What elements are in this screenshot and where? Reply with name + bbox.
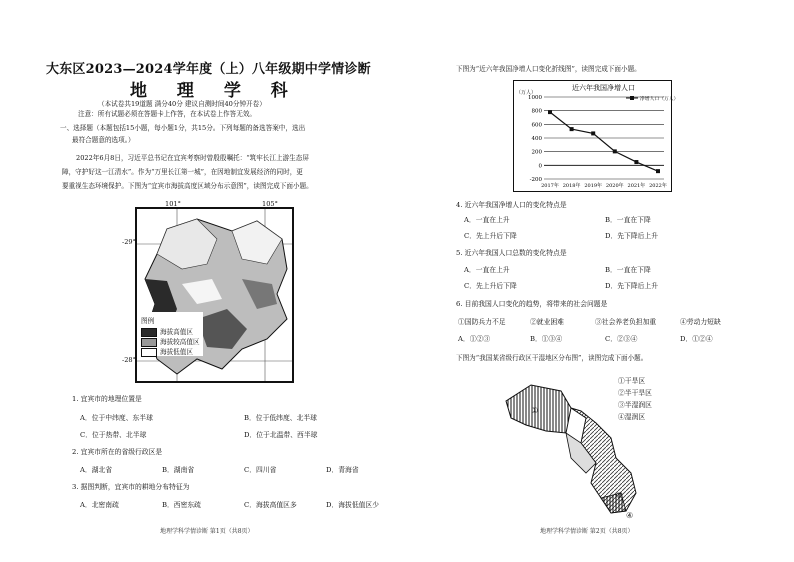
map2-legend-2: ②半干旱区	[618, 389, 652, 397]
map1-lat-bottom: -28°	[122, 356, 136, 364]
map1-lon-right: 105°	[262, 200, 278, 208]
q6-option-a[interactable]: A．①②③	[458, 335, 491, 343]
exam-note: 注意：所有试题必须在答题卡上作答，在本试卷上作答无效。	[78, 110, 257, 118]
q3-option-d[interactable]: D．海拔低值区少	[326, 501, 380, 509]
chart-point	[613, 149, 617, 153]
map1-legend-title: 图例	[141, 317, 155, 325]
q6-option-b[interactable]: B．①③④	[530, 335, 563, 343]
q3-option-a[interactable]: A．北密南疏	[80, 501, 119, 509]
q6-item-2: ②就业困难	[530, 318, 564, 326]
q4-stem: 4. 近六年我国净增人口的变化特点是	[456, 201, 567, 209]
svg-text:④: ④	[626, 511, 634, 520]
q3-option-c[interactable]: C．海拔高值区多	[244, 501, 297, 509]
q6-item-1: ①国防兵力不足	[458, 318, 506, 326]
q5-option-a[interactable]: A．一直在上升	[464, 266, 510, 274]
chart-point	[656, 169, 660, 173]
chart-ytick-label: 800	[531, 108, 542, 115]
q4-option-b[interactable]: B．一直在下降	[605, 216, 651, 224]
chart-title: 近六年我国净增人口	[572, 84, 635, 92]
chart-xtick-label: 2017年	[541, 183, 559, 189]
intro-line-2: 障，守护好这一江清水”。作为“万里长江第一城”，在因地制宜发展经济的同时，更	[62, 168, 303, 176]
q5-stem: 5. 近六年我国人口总数的变化特点是	[456, 249, 567, 257]
q1-option-c[interactable]: C．位于热带、北半球	[80, 431, 147, 439]
q4-option-d[interactable]: D．先下降后上升	[605, 232, 659, 240]
footer-left: 地理学科学情诊断 第1页（共8页）	[160, 528, 254, 535]
chart-series-line	[550, 112, 658, 171]
map2-legend-3: ③半湿润区	[618, 401, 652, 409]
map1-legend-high: 海拔高值区	[141, 326, 193, 337]
map2-legend-4: ④湿润区	[618, 413, 646, 421]
q2-option-c[interactable]: C．四川省	[244, 466, 277, 474]
q6-option-c[interactable]: C．②③④	[605, 335, 638, 343]
q4-option-a[interactable]: A．一直在上升	[464, 216, 510, 224]
chart-ytick-label: 200	[531, 149, 542, 156]
intro-line-1: 2022年6月8日，习近平总书记在宜宾考察时曾殷殷嘱托：“筑牢长江上游生态屏	[76, 154, 309, 162]
map2-intro: 下图为“我国某省级行政区干湿地区分布图”，读图完成下面小题。	[456, 354, 648, 362]
chart-ytick-label: -200	[529, 177, 542, 183]
intro-line-3: 要重视生态环境保护。下图为“宜宾市海拔高度区域分布示意图”，读图完成下面小题。	[62, 182, 313, 190]
chart-point	[570, 127, 574, 131]
map1-legend-low: 海拔低值区	[141, 346, 193, 357]
subject-title: 地 理 学 科	[130, 81, 300, 101]
q2-option-a[interactable]: A．湖北省	[80, 466, 113, 474]
q6-stem: 6. 目前我国人口变化的趋势，将带来的社会问题是	[456, 300, 608, 308]
chart-intro: 下图为“近六年我国净增人口变化折线图”，读图完成下面小题。	[456, 65, 641, 73]
chart-xtick-label: 2020年	[605, 183, 624, 189]
chart-ytick-label: 1000	[528, 95, 542, 101]
map2-drawing	[486, 363, 706, 523]
map1-lon-left: 101°	[165, 200, 181, 208]
svg-text:③: ③	[616, 491, 624, 500]
map2-legend-1: ①干旱区	[618, 377, 646, 385]
q5-option-c[interactable]: C．先上升后下降	[464, 282, 517, 290]
chart-xtick-label: 2018年	[562, 183, 581, 189]
q2-stem: 2. 宜宾市所在的省级行政区是	[72, 448, 163, 456]
q5-option-b[interactable]: B．一直在下降	[605, 266, 651, 274]
chart-xtick-label: 2022年	[649, 183, 667, 189]
chart-ytick-label: 0	[538, 163, 542, 170]
q3-option-b[interactable]: B．西密东疏	[162, 501, 201, 509]
section-heading-2: 最符合题意的选项。）	[72, 136, 135, 144]
q1-option-a[interactable]: A．位于中纬度、东半球	[80, 414, 153, 422]
q6-item-3: ③社会养老负担加重	[595, 318, 657, 326]
q1-option-b[interactable]: B．位于低纬度、北半球	[244, 414, 317, 422]
chart-ytick-label: 400	[531, 136, 542, 142]
q1-stem: 1. 宜宾市的地理位置是	[72, 395, 142, 403]
chart-xtick-label: 2019年	[584, 183, 603, 189]
footer-right: 地理学科学情诊断 第2页（共8页）	[540, 528, 634, 535]
exam-title: 大东区2023—2024学年度（上）八年级期中学情诊断	[46, 62, 371, 77]
chart-point	[634, 160, 638, 164]
chart-ytick-label: 600	[531, 122, 542, 129]
chart-legend-label: 净增人口（万人）	[640, 97, 679, 102]
chart-ylabel: （万人）	[516, 90, 537, 96]
population-chart	[513, 80, 679, 192]
q3-stem: 3. 据图判断，宜宾市的耕地分布特征为	[72, 483, 190, 491]
map1-lat-top: -29°	[122, 238, 136, 246]
q2-option-b[interactable]: B．湖南省	[162, 466, 195, 474]
chart-point	[591, 131, 595, 135]
dryness-map	[486, 363, 706, 523]
q5-option-d[interactable]: D．先下降后上升	[605, 282, 659, 290]
chart-point	[548, 110, 552, 114]
map1-legend-mid: 海拔较高值区	[141, 336, 200, 347]
chart-svg	[514, 81, 679, 191]
exam-info: （本试卷共19道题 满分40分 建议自测时间40分钟开卷）	[98, 100, 266, 108]
yibin-elevation-map	[135, 207, 294, 383]
section-heading: 一、选择题（本题包括15小题，每小题1分，共15分。下列每题的备选答案中，选出	[60, 124, 306, 132]
chart-xtick-label: 2021年	[627, 183, 646, 189]
q4-option-c[interactable]: C．先上升后下降	[464, 232, 517, 240]
q6-item-4: ④劳动力短缺	[680, 318, 721, 326]
chart-legend-marker	[630, 96, 634, 100]
q6-option-d[interactable]: D．①②④	[680, 335, 713, 343]
q1-option-d[interactable]: D．位于北温带、西半球	[244, 431, 318, 439]
svg-text:①: ①	[531, 406, 539, 415]
q2-option-d[interactable]: D．青海省	[326, 466, 359, 474]
